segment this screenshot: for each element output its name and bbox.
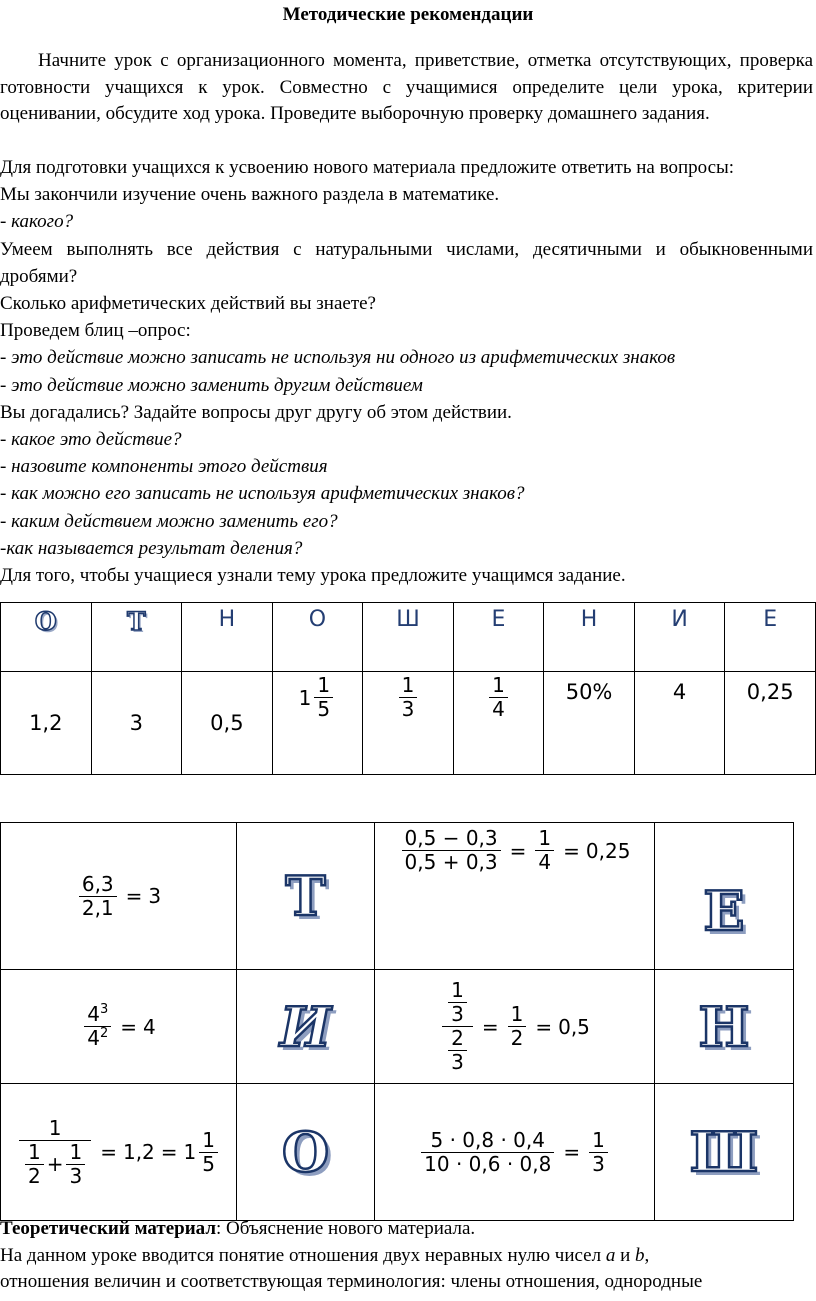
- numerator: 1: [492, 673, 505, 697]
- denominator: 0,5 + 0,3: [402, 850, 501, 874]
- theory-heading-line: [0, 1216, 813, 1243]
- fraction: [448, 1027, 467, 1074]
- numerator: 1: [510, 1002, 524, 1026]
- denominator: 3: [448, 1050, 467, 1074]
- exponent: 2: [99, 1026, 109, 1041]
- base: 4: [87, 1026, 100, 1050]
- value-cell: [453, 672, 544, 775]
- intro-paragraph: [0, 48, 813, 128]
- plus-sign: +: [46, 1151, 64, 1176]
- letter: Н: [218, 607, 236, 632]
- theory-line: отношения величин и соответствующая терминология: члены отношения, однородные: [0, 1271, 703, 1292]
- letter: И: [671, 607, 688, 632]
- fraction: [79, 873, 117, 920]
- denominator: 5: [314, 697, 333, 721]
- task-row: [1, 970, 794, 1084]
- result: 3: [148, 884, 162, 908]
- complex-fraction: [442, 979, 473, 1074]
- whole-part: 1: [298, 685, 312, 710]
- questions-block: [0, 154, 816, 589]
- denominator: 5: [199, 1152, 218, 1176]
- value-cell: 0,25: [725, 672, 816, 775]
- intermediate: 1,2: [122, 1140, 155, 1164]
- theory-section: [0, 1216, 813, 1296]
- numerator: 2: [451, 1026, 464, 1050]
- text-line: Умеем выполнять все действия с натуральными числами, десятичными и обыкновенными дробями?: [0, 238, 813, 287]
- numerator: 1: [538, 826, 552, 850]
- answer-letter: О: [281, 1120, 330, 1184]
- question-line: - назовите компоненты этого действия: [0, 456, 328, 478]
- denominator: 3: [448, 1002, 467, 1026]
- answer-letter: Т: [285, 864, 326, 928]
- numerator: 1: [401, 673, 415, 697]
- page-title: Методические рекомендации: [282, 4, 534, 25]
- theory-text: На данном уроке вводится понятие отношения двух неравных нулю чисел: [0, 1244, 606, 1266]
- equals-sign: =: [535, 1014, 553, 1039]
- answer-letter: Ш: [689, 1120, 759, 1184]
- values-row: [1, 672, 816, 775]
- numerator: [442, 979, 473, 1026]
- numerator: 1: [317, 673, 331, 697]
- fraction: [25, 1141, 44, 1188]
- equals-sign: =: [563, 1140, 581, 1164]
- text-line: Для того, чтобы учащиеся узнали тему урока предложите учащимся задание.: [0, 565, 626, 587]
- letter: Е: [491, 607, 506, 632]
- base: 4: [87, 1002, 100, 1026]
- letter-cell: [655, 970, 794, 1084]
- letter: О: [34, 607, 57, 636]
- question-line: - как можно его записать не используя арифметических знаков?: [0, 483, 525, 505]
- fraction: [489, 674, 508, 721]
- question-line: - какого?: [0, 211, 74, 233]
- numerator: 1: [592, 1127, 605, 1152]
- numerator: 6,3: [81, 871, 114, 896]
- letter-cell: [1, 603, 92, 672]
- complex-fraction: [19, 1117, 91, 1188]
- denominator: [84, 1026, 111, 1050]
- fraction: [314, 674, 333, 721]
- text-line: Сколько арифметических действий вы знаете?: [0, 293, 376, 315]
- letter-cell: [237, 823, 375, 970]
- letter-cell: [544, 603, 635, 672]
- whole-part: 1: [183, 1140, 197, 1164]
- letter-cell: [363, 603, 454, 672]
- numerator: 1: [202, 1127, 216, 1152]
- expression: [81, 1003, 156, 1050]
- punctuation: ,: [644, 1244, 650, 1266]
- exponent: 3: [99, 1002, 109, 1017]
- question-line: - это действие можно заменить другим действием: [0, 374, 423, 396]
- question-line: -как называется результат деления?: [0, 537, 303, 559]
- value-cell: 3: [91, 672, 182, 775]
- expression-cell: [1, 823, 237, 970]
- fraction: [589, 1129, 608, 1176]
- equals-sign: =: [563, 838, 580, 863]
- text-line: Проведем блиц –опрос:: [0, 320, 191, 342]
- question-line: - это действие можно записать не используя ни одного из арифметических знаков: [0, 347, 676, 369]
- numerator: 1: [27, 1139, 41, 1164]
- expression: [76, 873, 161, 920]
- fraction: [84, 1003, 111, 1050]
- letter-cell: [237, 970, 375, 1084]
- denominator: 2: [508, 1026, 527, 1050]
- variable-a: a: [605, 1244, 616, 1266]
- equals-sign: =: [125, 884, 143, 908]
- equals-sign: =: [100, 1140, 117, 1164]
- denominator: 3: [589, 1152, 608, 1176]
- result: 0,5: [558, 1014, 590, 1039]
- expression: [399, 827, 631, 874]
- expression-cell: [375, 970, 655, 1084]
- conjunction: и: [615, 1244, 636, 1266]
- denominator: [442, 1026, 473, 1074]
- numerator: 1: [69, 1139, 83, 1164]
- letters-row: [1, 603, 816, 672]
- expression: [418, 1129, 611, 1176]
- equals-sign: =: [160, 1140, 178, 1164]
- answer-letter: Е: [703, 879, 745, 943]
- numerator: 5 · 0,8 · 0,4: [430, 1127, 545, 1152]
- numerator: [84, 1003, 111, 1026]
- denominator: 4: [535, 850, 554, 874]
- intro-text: Начните урок с организационного момента, приветствие, отметка отсутствующих, проверка готовности учащихся к урок. Совместно с учащимися определите цели урока, критерии оценивании, обсудите ход урока. Проведите выборочную проверку домашнего задания.: [0, 50, 813, 124]
- expression-cell: [1, 1084, 237, 1221]
- denominator: 3: [399, 697, 418, 721]
- letter-cell: [182, 603, 273, 672]
- letter-cell: [634, 603, 725, 672]
- value-cell: [272, 672, 363, 775]
- result: 4: [143, 1014, 156, 1039]
- denominator: 4: [489, 697, 508, 721]
- equals-sign: =: [481, 1014, 499, 1039]
- value-cell: 1,2: [1, 672, 92, 775]
- numerator: 1: [451, 978, 464, 1002]
- equals-sign: =: [120, 1014, 138, 1039]
- denominator: 3: [66, 1164, 85, 1188]
- expression: [439, 979, 590, 1074]
- letter-cell: [272, 603, 363, 672]
- text-line: Для подготовки учащихся к усвоению нового материала предложите ответить на вопросы:: [0, 157, 735, 178]
- theory-line: [0, 1243, 813, 1270]
- text-line: Вы догадались? Задайте вопросы друг другу об этом действии.: [0, 401, 512, 423]
- fraction: [199, 1129, 218, 1176]
- letter: Н: [580, 607, 598, 632]
- fraction: [535, 827, 554, 874]
- letter-cell: [237, 1084, 375, 1221]
- letter-cell: [655, 823, 794, 970]
- letter: Т: [127, 607, 146, 636]
- answer-key-table: [0, 602, 816, 775]
- denominator: 2,1: [79, 896, 117, 920]
- tasks-table: [0, 822, 794, 1221]
- letter: О: [308, 607, 327, 632]
- expression-cell: [375, 823, 655, 970]
- expression-cell: [1, 970, 237, 1084]
- value-cell: 50%: [544, 672, 635, 775]
- expression: [16, 1117, 221, 1188]
- fraction: [399, 674, 418, 721]
- fraction: [448, 979, 467, 1026]
- fraction: [402, 827, 501, 874]
- letter-cell: [453, 603, 544, 672]
- question-line: - какое это действие?: [0, 429, 182, 451]
- value-cell: 0,5: [182, 672, 273, 775]
- theory-label: Теоретический материал: [0, 1218, 216, 1239]
- task-row: [1, 1084, 794, 1221]
- letter-cell: [91, 603, 182, 672]
- numerator: 1: [48, 1115, 62, 1140]
- question-line: - каким действием можно заменить его?: [0, 510, 338, 532]
- text-line: Мы закончили изучение очень важного раздела в математике.: [0, 184, 500, 206]
- value-cell: [363, 672, 454, 775]
- denominator: 2: [25, 1164, 44, 1188]
- mixed-number: [299, 674, 336, 721]
- numerator: 0,5 − 0,3: [404, 826, 498, 850]
- letter-cell: [725, 603, 816, 672]
- expression-cell: [375, 1084, 655, 1221]
- value-cell: 4: [634, 672, 725, 775]
- theory-subtitle: : Объяснение нового материала.: [216, 1218, 476, 1239]
- variable-b: b: [635, 1244, 645, 1266]
- fraction: [421, 1129, 554, 1176]
- letter-cell: [655, 1084, 794, 1221]
- answer-letter: Н: [698, 994, 750, 1059]
- letter: Ш: [396, 607, 420, 632]
- denominator: [19, 1140, 91, 1188]
- answer-letter: И: [279, 994, 332, 1059]
- denominator: 10 · 0,6 · 0,8: [421, 1152, 554, 1176]
- equals-sign: =: [509, 838, 527, 863]
- fraction: [508, 1003, 527, 1050]
- letter: Е: [763, 607, 778, 632]
- result: 0,25: [585, 838, 631, 863]
- task-row: [1, 823, 794, 970]
- fraction: [66, 1141, 85, 1188]
